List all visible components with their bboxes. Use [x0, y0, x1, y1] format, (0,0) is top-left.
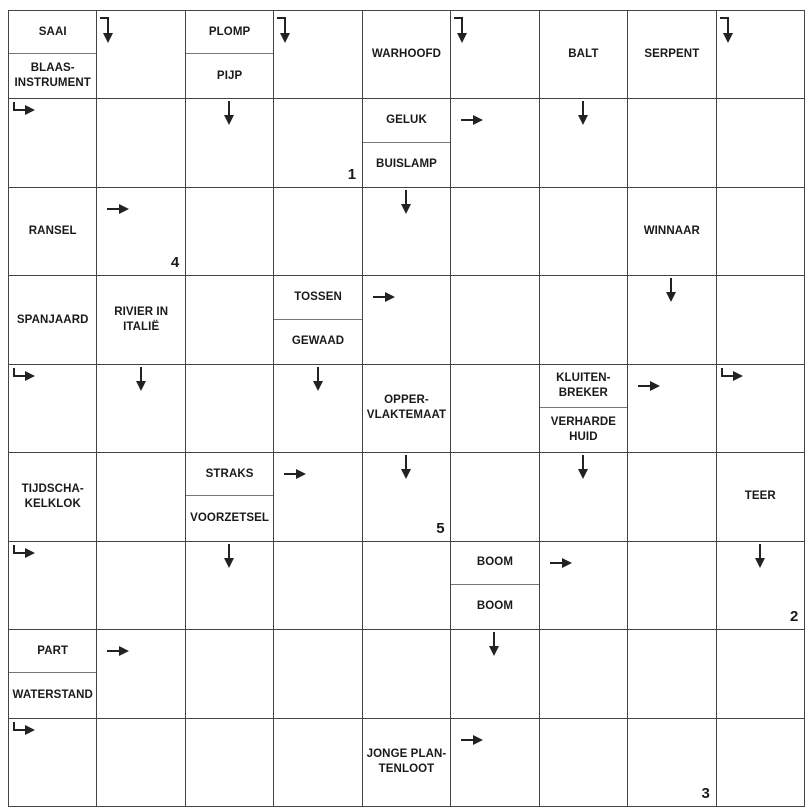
- clue-warhoofd: WARHOOFD: [363, 11, 450, 98]
- clue-rivier: RIVIER IN ITALIË: [97, 276, 184, 363]
- clue-gewaad: GEWAAD: [274, 320, 361, 364]
- answer-cell[interactable]: [96, 718, 185, 807]
- arrow-down-right-icon: [12, 100, 36, 128]
- arrow-right-icon: [460, 726, 484, 754]
- arrow-down-icon: [482, 631, 506, 659]
- clue-geluk: GELUK: [363, 99, 450, 142]
- clue-waterstand: WATERSTAND: [9, 673, 96, 717]
- answer-cell[interactable]: [450, 187, 539, 276]
- clue-teer: TEER: [717, 453, 804, 540]
- clue-straks: STRAKS: [186, 453, 273, 496]
- answer-cell[interactable]: [716, 275, 805, 364]
- answer-cell[interactable]: [716, 98, 805, 187]
- answer-cell[interactable]: [539, 629, 628, 718]
- answer-cell[interactable]: [96, 541, 185, 630]
- answer-cell[interactable]: [96, 452, 185, 541]
- clue-plomp: PLOMP: [186, 11, 273, 54]
- clue-tijdschakelklok: TIJDSCHA- KELKLOK: [9, 453, 96, 540]
- answer-cell[interactable]: [627, 452, 716, 541]
- clue-buislamp: BUISLAMP: [363, 143, 450, 187]
- answer-cell[interactable]: [96, 98, 185, 187]
- answer-cell[interactable]: [185, 275, 274, 364]
- arrow-right-icon: [372, 283, 396, 311]
- arrow-right-down-icon: [98, 16, 122, 44]
- solution-number-4: 4: [170, 254, 180, 272]
- arrow-down-right-icon: [12, 720, 36, 748]
- answer-cell[interactable]: [273, 187, 362, 276]
- arrow-down-icon: [571, 454, 595, 482]
- answer-cell[interactable]: [273, 718, 362, 807]
- clue-serpent: SERPENT: [628, 11, 715, 98]
- arrow-down-right-icon: [12, 543, 36, 571]
- answer-cell[interactable]: [450, 364, 539, 453]
- clue-voorzetsel: VOORZETSEL: [186, 496, 273, 540]
- answer-cell[interactable]: [716, 629, 805, 718]
- answer-cell[interactable]: [362, 541, 451, 630]
- arrow-down-icon: [748, 543, 772, 571]
- answer-cell[interactable]: [539, 718, 628, 807]
- answer-cell[interactable]: [539, 275, 628, 364]
- answer-cell[interactable]: [627, 98, 716, 187]
- crossword-board: [8, 10, 804, 806]
- clue-blaasinstrument: BLAAS- INSTRUMENT: [9, 54, 96, 98]
- answer-cell[interactable]: [450, 452, 539, 541]
- arrow-down-right-icon: [12, 366, 36, 394]
- arrow-right-icon: [460, 106, 484, 134]
- solution-number-3: 3: [701, 785, 710, 802]
- answer-cell[interactable]: [362, 629, 451, 718]
- arrow-right-icon: [549, 549, 573, 577]
- solution-number-1: 1: [347, 165, 357, 183]
- answer-cell[interactable]: [716, 187, 805, 276]
- answer-cell[interactable]: [627, 541, 716, 630]
- arrow-right-down-icon: [718, 16, 742, 44]
- arrow-down-icon: [129, 366, 153, 394]
- clue-spanjaard: SPANJAARD: [9, 276, 96, 363]
- clue-jongeplantenloot: JONGE PLAN- TENLOOT: [363, 719, 450, 806]
- clue-part: PART: [9, 630, 96, 673]
- arrow-down-icon: [306, 366, 330, 394]
- clue-saai: SAAI: [9, 11, 96, 54]
- answer-cell[interactable]: [273, 629, 362, 718]
- arrow-right-icon: [637, 372, 661, 400]
- clue-winnaar: WINNAAR: [628, 188, 715, 275]
- clue-tossen: TOSSEN: [274, 276, 361, 319]
- clue-balt: BALT: [540, 11, 627, 98]
- answer-cell[interactable]: [450, 275, 539, 364]
- arrow-right-down-icon: [452, 16, 476, 44]
- solution-number-2: 2: [790, 608, 799, 626]
- answer-cell[interactable]: [539, 187, 628, 276]
- clue-pijp: PIJP: [186, 54, 273, 98]
- clue-boom1: BOOM: [451, 542, 538, 585]
- clue-boom2: BOOM: [451, 585, 538, 629]
- answer-cell[interactable]: [627, 629, 716, 718]
- arrow-down-icon: [394, 189, 418, 217]
- clue-ransel: RANSEL: [9, 188, 96, 275]
- arrow-right-icon: [106, 637, 130, 665]
- arrow-down-icon: [659, 277, 683, 305]
- arrow-down-icon: [571, 100, 595, 128]
- solution-number-5: 5: [436, 519, 445, 537]
- answer-cell[interactable]: [185, 187, 274, 276]
- arrow-down-icon: [394, 454, 418, 482]
- answer-cell[interactable]: [185, 718, 274, 807]
- answer-cell[interactable]: [716, 718, 805, 807]
- clue-kluitenbreker: KLUITEN- BREKER: [540, 365, 627, 408]
- arrow-right-icon: [106, 195, 130, 223]
- answer-cell[interactable]: [273, 541, 362, 630]
- clue-oppervlaktemaat: OPPER- VLAKTEMAAT: [363, 365, 450, 452]
- arrow-right-icon: [283, 460, 307, 488]
- clue-verhardehuid: VERHARDE HUID: [540, 408, 627, 452]
- arrow-right-down-icon: [275, 16, 299, 44]
- answer-cell[interactable]: [185, 629, 274, 718]
- arrow-down-icon: [217, 100, 241, 128]
- arrow-down-right-icon: [720, 366, 744, 394]
- arrow-down-icon: [217, 543, 241, 571]
- answer-cell[interactable]: [185, 364, 274, 453]
